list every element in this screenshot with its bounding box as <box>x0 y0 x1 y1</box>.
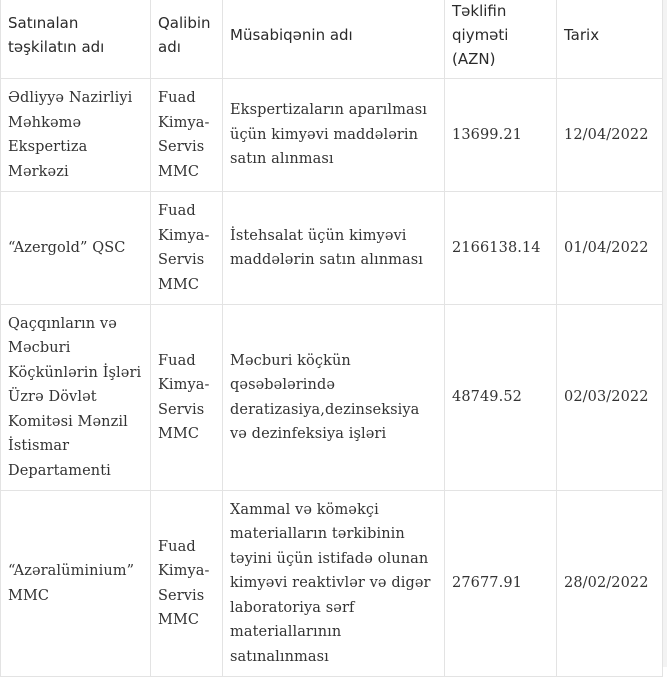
header-tender: Müsabiqənin adı <box>223 0 445 79</box>
cell-organization: Qaçqınların və Məcburi Köçkünlərin İşləri Üzrə Dövlət Komitəsi Mənzil İstismar Departamenti <box>1 305 151 491</box>
cell-tender: Məcburi köçkün qəsəbələrində deratizasiya,dezinseksiya və dezinfeksiya işləri <box>223 305 445 491</box>
table-row <box>1 305 663 491</box>
cell-organization: “Azergold” QSC <box>1 192 151 305</box>
cell-winner: Fuad Kimya-Servis MMC <box>151 491 223 677</box>
cell-price: 48749.52 <box>445 305 557 491</box>
header-organization: Satınalan təşkilatın adı <box>1 0 151 79</box>
cell-organization: “Azəralüminium” MMC <box>1 491 151 677</box>
cell-winner: Fuad Kimya-Servis MMC <box>151 192 223 305</box>
table-row <box>1 491 663 677</box>
cell-tender: Xammal və köməkçi materialların tərkibinin təyini üçün istifadə olunan kimyəvi reaktivlər və digər laboratoriya sərf materiallarının satınalınması <box>223 491 445 677</box>
cell-tender: İstehsalat üçün kimyəvi maddələrin satın alınması <box>223 192 445 305</box>
cell-tender: Ekspertizaların aparılması üçün kimyəvi maddələrin satın alınması <box>223 79 445 192</box>
table-row <box>1 79 663 192</box>
table-body <box>1 79 663 677</box>
page-edge-divider <box>663 0 667 667</box>
table-row <box>1 192 663 305</box>
cell-date: 12/04/2022 <box>557 79 663 192</box>
cell-organization: Ədliyyə Nazirliyi Məhkəmə Ekspertiza Mərkəzi <box>1 79 151 192</box>
cell-winner: Fuad Kimya-Servis MMC <box>151 305 223 491</box>
cell-date: 28/02/2022 <box>557 491 663 677</box>
cell-price: 13699.21 <box>445 79 557 192</box>
header-winner: Qalibin adı <box>151 0 223 79</box>
cell-date: 02/03/2022 <box>557 305 663 491</box>
cell-date: 01/04/2022 <box>557 192 663 305</box>
header-price: Təklifin qiyməti (AZN) <box>445 0 557 79</box>
header-row <box>1 0 663 79</box>
cell-price: 27677.91 <box>445 491 557 677</box>
cell-price: 2166138.14 <box>445 192 557 305</box>
cell-winner: Fuad Kimya-Servis MMC <box>151 79 223 192</box>
table-header <box>1 0 663 79</box>
header-date: Tarix <box>557 0 663 79</box>
